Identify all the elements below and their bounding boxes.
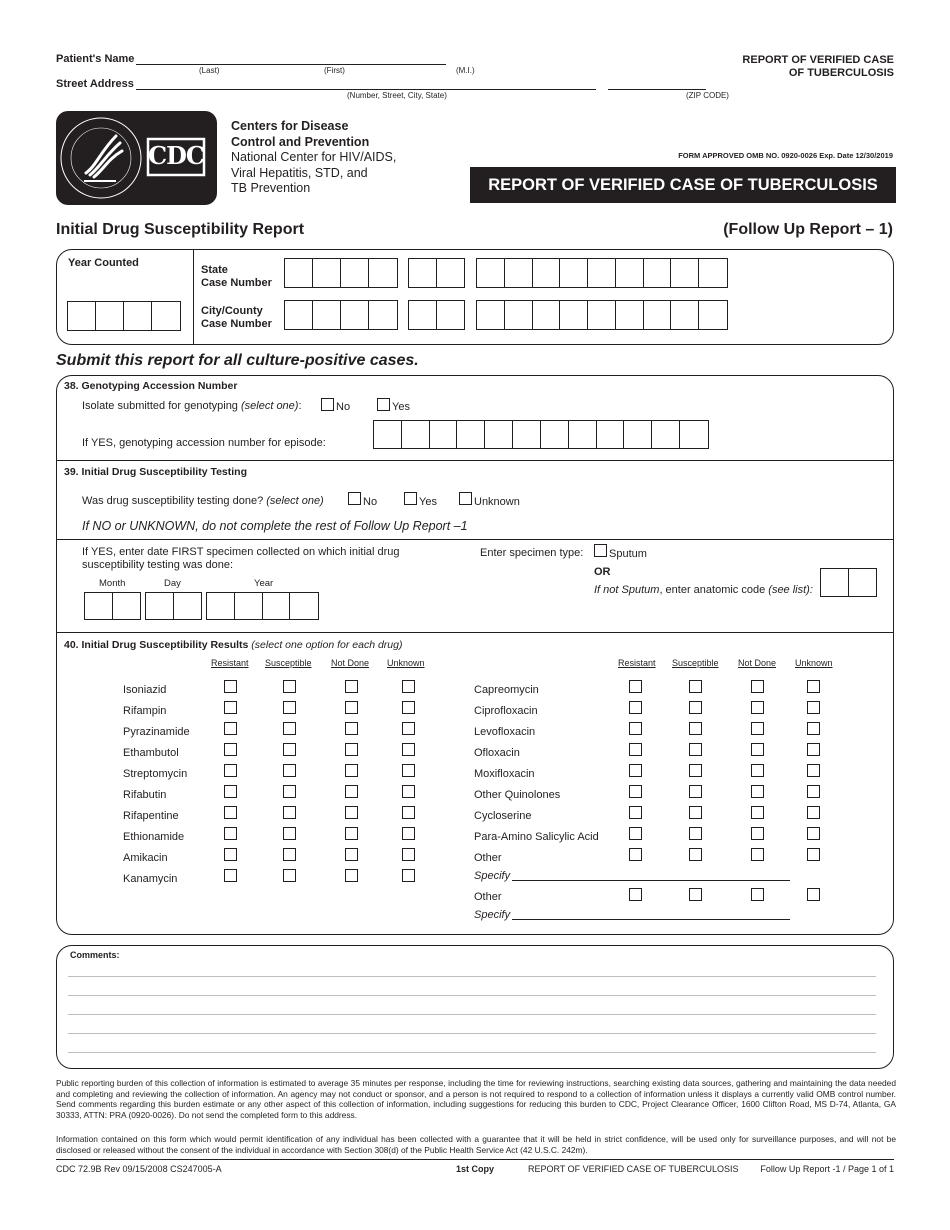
capreomycin-susceptible-checkbox[interactable]: [689, 680, 702, 693]
copy-label: 1st Copy: [456, 1164, 495, 1174]
para-amino-salicylic-acid-resistant-checkbox[interactable]: [629, 827, 642, 840]
city-code-input[interactable]: [284, 300, 398, 330]
questions-box: [56, 375, 894, 935]
anatomic-code-label: If not Sputum, enter anatomic code (see list):: [594, 584, 813, 596]
patient-name-field[interactable]: [136, 64, 446, 65]
cycloserine-resistant-checkbox[interactable]: [629, 806, 642, 819]
capreomycin-unknown-checkbox[interactable]: [807, 680, 820, 693]
comment-line: [68, 976, 876, 977]
burden-statement: Public reporting burden of this collection of information is estimated to average 35 minutes per response, including the time for reviewing instructions, searching existing data sources, gathering and maintaining the data needed and completing and reviewing the collection of information. An agency may not conduct or sponsor, and a person is not required to respond to a collection of information unless it displays a currently valid OMB control number. Send comments regarding this burden estimate or any other aspect of this collection of information, including suggestions for reducing this burden to CDC, Project Clearance Officer, 1600 Clifton Road, MS D-74, Atlanta, GA 30333, ATTN: PRA (0920-0026). Do not send the completed form to this address.: [56, 1078, 896, 1120]
city-case-number-label: City/County Case Number: [201, 305, 272, 330]
rifapentine-notdone-checkbox[interactable]: [345, 806, 358, 819]
q38-no-label: No: [336, 401, 351, 413]
amikacin-unknown-checkbox[interactable]: [402, 848, 415, 861]
other-quinolones-susceptible-checkbox[interactable]: [689, 785, 702, 798]
drug-label-kanamycin: Kanamycin: [123, 873, 178, 885]
para-amino-salicylic-acid-susceptible-checkbox[interactable]: [689, 827, 702, 840]
drug-label-pyrazinamide: Pyrazinamide: [123, 726, 190, 738]
patient-name-label: Patient's Name: [56, 53, 135, 65]
mi-label: (M.I.): [456, 66, 475, 75]
ethionamide-notdone-checkbox[interactable]: [345, 827, 358, 840]
drug-label-other-quinolones: Other Quinolones: [474, 789, 561, 801]
divider-39-40: [57, 632, 893, 633]
drug-label-amikacin: Amikacin: [123, 852, 168, 864]
pyrazinamide-resistant-checkbox[interactable]: [224, 722, 237, 735]
kanamycin-unknown-checkbox[interactable]: [402, 869, 415, 882]
comment-line: [68, 1014, 876, 1015]
q38-title: 38. Genotyping Accession Number: [64, 380, 238, 392]
month-input[interactable]: [84, 592, 141, 620]
other2-susceptible-checkbox[interactable]: [689, 888, 702, 901]
comment-line: [68, 1052, 876, 1053]
q39-unknown-checkbox[interactable]: [459, 492, 472, 505]
q40-title: 40. Initial Drug Susceptibility Results (select one option for each drug): [64, 639, 403, 651]
report-title-top: REPORT OF VERIFIED CASE OF TUBERCULOSIS: [742, 54, 894, 79]
col-susceptible-right: Susceptible: [672, 658, 719, 668]
ethambutol-resistant-checkbox[interactable]: [224, 743, 237, 756]
ethambutol-unknown-checkbox[interactable]: [402, 743, 415, 756]
other-quinolones-notdone-checkbox[interactable]: [751, 785, 764, 798]
moxifloxacin-susceptible-checkbox[interactable]: [689, 764, 702, 777]
rifabutin-susceptible-checkbox[interactable]: [283, 785, 296, 798]
state-case-number-input[interactable]: [476, 258, 728, 288]
state-year-input[interactable]: [408, 258, 465, 288]
amikacin-resistant-checkbox[interactable]: [224, 848, 237, 861]
drug-label-rifabutin: Rifabutin: [123, 789, 167, 801]
moxifloxacin-notdone-checkbox[interactable]: [751, 764, 764, 777]
year-counted-label: Year Counted: [68, 257, 139, 269]
case-number-box: [56, 249, 894, 345]
kanamycin-notdone-checkbox[interactable]: [345, 869, 358, 882]
rifabutin-notdone-checkbox[interactable]: [345, 785, 358, 798]
capreomycin-notdone-checkbox[interactable]: [751, 680, 764, 693]
ethambutol-notdone-checkbox[interactable]: [345, 743, 358, 756]
pyrazinamide-notdone-checkbox[interactable]: [345, 722, 358, 735]
col-resistant-right: Resistant: [618, 658, 656, 668]
cycloserine-notdone-checkbox[interactable]: [751, 806, 764, 819]
drug-label-cycloserine: Cycloserine: [474, 810, 532, 822]
comments-box[interactable]: [56, 945, 894, 1069]
rifapentine-resistant-checkbox[interactable]: [224, 806, 237, 819]
divider-38-39: [57, 460, 893, 461]
other-unknown-checkbox[interactable]: [807, 848, 820, 861]
col-unknown-right: Unknown: [795, 658, 833, 668]
specify-field-1[interactable]: [512, 880, 790, 881]
form-id: CDC 72.9B Rev 09/15/2008 CS247005-A: [56, 1164, 222, 1174]
amikacin-susceptible-checkbox[interactable]: [283, 848, 296, 861]
section-title: Initial Drug Susceptibility Report: [56, 221, 305, 238]
cdc-logo: [56, 111, 217, 205]
isoniazid-resistant-checkbox[interactable]: [224, 680, 237, 693]
zip-label: (ZIP CODE): [686, 91, 729, 100]
report-banner: REPORT OF VERIFIED CASE OF TUBERCULOSIS: [470, 167, 896, 203]
omb-approval: FORM APPROVED OMB NO. 0920-0026 Exp. Date 12/30/2019: [678, 151, 893, 160]
year-input[interactable]: [206, 592, 319, 620]
q38-no-checkbox[interactable]: [321, 398, 334, 411]
drug-label-levofloxacin: Levofloxacin: [474, 726, 536, 738]
levofloxacin-susceptible-checkbox[interactable]: [689, 722, 702, 735]
cdc-logo-text: CDC: [148, 141, 205, 170]
moxifloxacin-unknown-checkbox[interactable]: [807, 764, 820, 777]
sputum-checkbox[interactable]: [594, 544, 607, 557]
drug-label-streptomycin: Streptomycin: [123, 768, 188, 780]
sputum-label: Sputum: [609, 548, 647, 560]
para-amino-salicylic-acid-notdone-checkbox[interactable]: [751, 827, 764, 840]
specify-label-1: Specify: [474, 870, 511, 882]
levofloxacin-unknown-checkbox[interactable]: [807, 722, 820, 735]
q39-yes-checkbox[interactable]: [404, 492, 417, 505]
specimen-type-label: Enter specimen type:: [480, 547, 584, 559]
year-label: Year: [254, 578, 274, 589]
isoniazid-notdone-checkbox[interactable]: [345, 680, 358, 693]
ofloxacin-susceptible-checkbox[interactable]: [689, 743, 702, 756]
amikacin-notdone-checkbox[interactable]: [345, 848, 358, 861]
drug-label-ethionamide: Ethionamide: [123, 831, 185, 843]
case-box-divider: [193, 250, 194, 344]
footer-rule: [56, 1159, 894, 1160]
q39-no-label: No: [363, 496, 378, 508]
isoniazid-susceptible-checkbox[interactable]: [283, 680, 296, 693]
ethionamide-susceptible-checkbox[interactable]: [283, 827, 296, 840]
drug-label-ethambutol: Ethambutol: [123, 747, 179, 759]
col-notdone-left: Not Done: [331, 658, 370, 668]
zip-code-field[interactable]: [608, 89, 706, 90]
street-address-label: Street Address: [56, 78, 134, 90]
rifapentine-unknown-checkbox[interactable]: [402, 806, 415, 819]
drug-label-para-amino-salicylic-acid: Para-Amino Salicylic Acid: [474, 831, 599, 843]
drug-label-other: Other: [474, 852, 502, 864]
first-label: (First): [324, 66, 345, 75]
comments-label: Comments:: [70, 950, 120, 960]
comment-line: [68, 995, 876, 996]
drug-label-ofloxacin: Ofloxacin: [474, 747, 520, 759]
rifampin-resistant-checkbox[interactable]: [224, 701, 237, 714]
col-resistant-left: Resistant: [211, 658, 249, 668]
q39-title: 39. Initial Drug Susceptibility Testing: [64, 466, 248, 478]
ciprofloxacin-notdone-checkbox[interactable]: [751, 701, 764, 714]
street-address-field[interactable]: [136, 89, 596, 90]
streptomycin-susceptible-checkbox[interactable]: [283, 764, 296, 777]
q39-question: Was drug susceptibility testing done? (select one): [82, 495, 324, 507]
q38-yes-checkbox[interactable]: [377, 398, 390, 411]
cycloserine-susceptible-checkbox[interactable]: [689, 806, 702, 819]
drug-label-isoniazid: Isoniazid: [123, 684, 167, 696]
day-input[interactable]: [145, 592, 202, 620]
state-case-number-label: State Case Number: [201, 264, 272, 289]
moxifloxacin-resistant-checkbox[interactable]: [629, 764, 642, 777]
col-unknown-left: Unknown: [387, 658, 425, 668]
day-label: Day: [164, 578, 181, 589]
para-amino-salicylic-acid-unknown-checkbox[interactable]: [807, 827, 820, 840]
followup-title: (Follow Up Report – 1): [723, 221, 893, 238]
rifampin-unknown-checkbox[interactable]: [402, 701, 415, 714]
ciprofloxacin-susceptible-checkbox[interactable]: [689, 701, 702, 714]
q38-accession-label: If YES, genotyping accession number for episode:: [82, 437, 326, 449]
accession-number-input[interactable]: [373, 420, 709, 449]
pyrazinamide-unknown-checkbox[interactable]: [402, 722, 415, 735]
other-drug-2-label: Other: [474, 891, 502, 903]
rifampin-susceptible-checkbox[interactable]: [283, 701, 296, 714]
other2-resistant-checkbox[interactable]: [629, 888, 642, 901]
city-case-number-input[interactable]: [476, 300, 728, 330]
footer-title: REPORT OF VERIFIED CASE OF TUBERCULOSIS: [528, 1164, 739, 1174]
ethionamide-unknown-checkbox[interactable]: [402, 827, 415, 840]
other-notdone-checkbox[interactable]: [751, 848, 764, 861]
q39-yes-label: Yes: [419, 496, 437, 508]
ofloxacin-notdone-checkbox[interactable]: [751, 743, 764, 756]
comment-line: [68, 1033, 876, 1034]
drug-label-capreomycin: Capreomycin: [474, 684, 539, 696]
q38-isolate-label: Isolate submitted for genotyping (select one):: [82, 400, 302, 412]
rifabutin-resistant-checkbox[interactable]: [224, 785, 237, 798]
street-sub-label: (Number, Street, City, State): [347, 91, 447, 100]
other2-notdone-checkbox[interactable]: [751, 888, 764, 901]
q39-date-label: If YES, enter date FIRST specimen collected on which initial drug susceptibility testing was done:: [82, 546, 400, 571]
page-indicator: Follow Up Report -1 / Page 1 of 1: [760, 1164, 894, 1174]
q39-note: If NO or UNKNOWN, do not complete the rest of Follow Up Report –1: [82, 519, 468, 533]
drug-label-ciprofloxacin: Ciprofloxacin: [474, 705, 538, 717]
streptomycin-notdone-checkbox[interactable]: [345, 764, 358, 777]
last-label: (Last): [199, 66, 220, 75]
specify-field-2[interactable]: [512, 919, 790, 920]
other2-unknown-checkbox[interactable]: [807, 888, 820, 901]
ofloxacin-unknown-checkbox[interactable]: [807, 743, 820, 756]
other-quinolones-resistant-checkbox[interactable]: [629, 785, 642, 798]
kanamycin-susceptible-checkbox[interactable]: [283, 869, 296, 882]
ciprofloxacin-resistant-checkbox[interactable]: [629, 701, 642, 714]
isoniazid-unknown-checkbox[interactable]: [402, 680, 415, 693]
drug-label-rifapentine: Rifapentine: [123, 810, 179, 822]
state-code-input[interactable]: [284, 258, 398, 288]
q38-yes-label: Yes: [392, 401, 410, 413]
drug-label-moxifloxacin: Moxifloxacin: [474, 768, 535, 780]
q39-unknown-label: Unknown: [474, 496, 520, 508]
streptomycin-unknown-checkbox[interactable]: [402, 764, 415, 777]
divider-39-date: [57, 539, 893, 540]
kanamycin-resistant-checkbox[interactable]: [224, 869, 237, 882]
q39-no-checkbox[interactable]: [348, 492, 361, 505]
city-year-input[interactable]: [408, 300, 465, 330]
streptomycin-resistant-checkbox[interactable]: [224, 764, 237, 777]
levofloxacin-resistant-checkbox[interactable]: [629, 722, 642, 735]
agency-block: Centers for Disease Control and Prevention National Center for HIV/AIDS, Viral Hepatitis, STD, and TB Prevention: [231, 119, 397, 195]
rifampin-notdone-checkbox[interactable]: [345, 701, 358, 714]
month-label: Month: [99, 578, 126, 589]
confidentiality-statement: Information contained on this form which would permit identification of any individual has been collected with a guarantee that it will be held in strict confidence, will be used only for surveillance purposes, and will not be disclosed or released without the consent of the individual in accordance with Section 308(d) of the Public Health Service Act (42 U.S.C. 242m).: [56, 1134, 896, 1155]
ethionamide-resistant-checkbox[interactable]: [224, 827, 237, 840]
ofloxacin-resistant-checkbox[interactable]: [629, 743, 642, 756]
rifapentine-susceptible-checkbox[interactable]: [283, 806, 296, 819]
capreomycin-resistant-checkbox[interactable]: [629, 680, 642, 693]
or-label: OR: [594, 566, 611, 578]
submit-note: Submit this report for all culture-positive cases.: [56, 352, 419, 369]
specify-label-2: Specify: [474, 909, 511, 921]
other-resistant-checkbox[interactable]: [629, 848, 642, 861]
col-susceptible-left: Susceptible: [265, 658, 312, 668]
year-counted-input[interactable]: [67, 301, 181, 331]
ethambutol-susceptible-checkbox[interactable]: [283, 743, 296, 756]
other-susceptible-checkbox[interactable]: [689, 848, 702, 861]
levofloxacin-notdone-checkbox[interactable]: [751, 722, 764, 735]
ciprofloxacin-unknown-checkbox[interactable]: [807, 701, 820, 714]
anatomic-code-input[interactable]: [820, 568, 877, 597]
pyrazinamide-susceptible-checkbox[interactable]: [283, 722, 296, 735]
rifabutin-unknown-checkbox[interactable]: [402, 785, 415, 798]
col-notdone-right: Not Done: [738, 658, 777, 668]
drug-label-rifampin: Rifampin: [123, 705, 167, 717]
cycloserine-unknown-checkbox[interactable]: [807, 806, 820, 819]
other-quinolones-unknown-checkbox[interactable]: [807, 785, 820, 798]
